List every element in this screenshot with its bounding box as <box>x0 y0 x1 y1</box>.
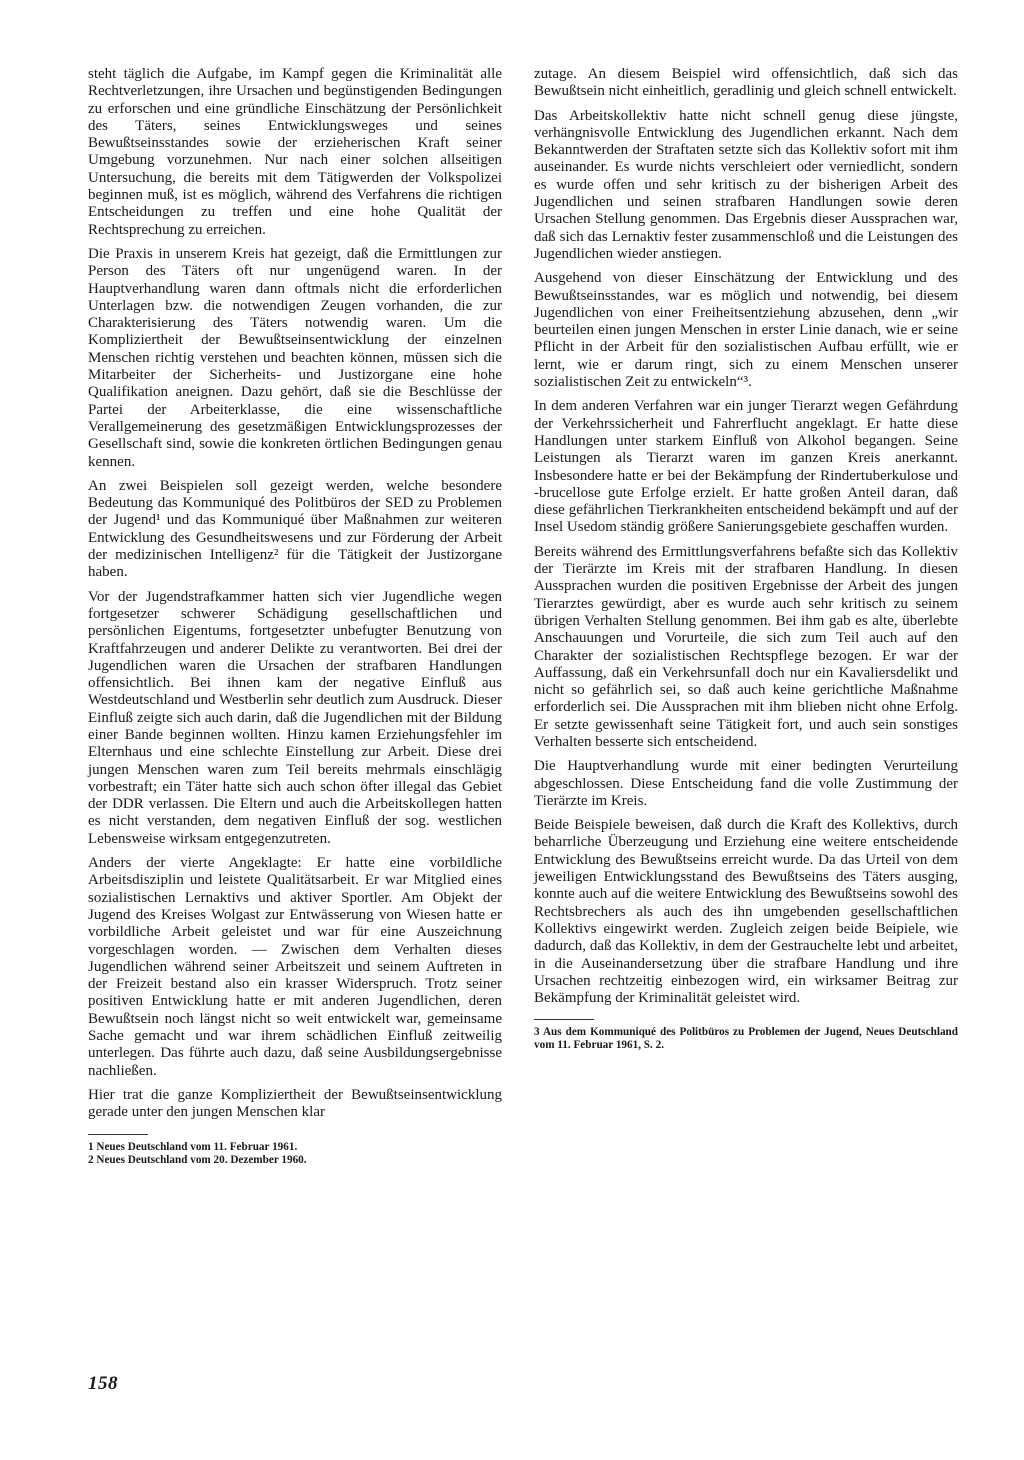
body-paragraph: zutage. An diesem Beispiel wird offensichtlich, daß sich das Bewußtsein nicht einheitlich, geradlinig und gleich schnell entwickelt. <box>534 66 958 100</box>
footnote: 1 Neues Deutschland vom 11. Februar 1961. <box>88 1140 298 1153</box>
body-paragraph: Anders der vierte Angeklagte: Er hatte eine vorbildliche Arbeitsdisziplin und leistete Qualitätsarbeit. Er war Mitglied eines sozialistischen Lernaktivs und aktiver Sportler. Am Objekt der Jugend des Kreises Wolgast zur Entwässerung von Wiesen hatte er vorbildliche Arbeit geleistet und war für eine Auszeichnung vorgeschlagen worden. — Zwischen dem Verhalten dieses Jugendlichen während seiner Arbeitszeit und seinem Auftreten in der Freizeit bestand also ein krasser Widerspruch. Trotz seiner positiven Entwicklung hatte er mit anderen Jugendlichen, deren Bewußtsein noch längst nicht so weit entwickelt war, gemeinsame Sache gemacht und war ihrem schädlichen Einfluß zeitweilig unterlegen. Das führte auch dazu, daß seine Ausbildungsergebnisse nachließen. <box>88 855 502 1079</box>
page-number: 158 <box>88 1373 118 1394</box>
footnote-divider <box>534 1019 594 1020</box>
body-paragraph: Beide Beispiele beweisen, daß durch die Kraft des Kollektivs, durch beharrliche Überzeugung und Erziehung eine weitere entscheidende Entwicklung des Bewußtseins erreicht wurde. Da das Urteil von dem jeweiligen Entwicklungsstand des Bewußtseins des Täters ausging, konnte auch auf die weitere Entwicklung des Bewußtseins sowohl des Rechtsbrechers als auch des ihn umgebenden gesellschaftlichen Kollektivs eingewirkt werden. Zugleich zeigen beide Beipiele, wie dadurch, daß das Kollektiv, in dem der Gestrauchelte lebt und arbeitet, in die Auseinandersetzung über die strafbare Handlung und ihre Ursachen rechtzeitig einbezogen wird, ein wirksamer Beitrag zur Bekämpfung der Kriminalität geleistet wird. <box>534 817 958 1007</box>
body-paragraph: Bereits während des Ermittlungsverfahrens befaßte sich das Kollektiv der Tierärzte im Kreis mit der strafbaren Handlung. In diesen Aussprachen wurden die positiven Ergebnisse der Arbeit des jungen Tierarztes gewürdigt, aber es wurde auch sehr kritisch zu seinem übrigen Verhalten Stellung genommen. Bei ihm gab es alte, überlebte Anschauungen und Vorurteile, die sich zum Teil auch auf den Charakter der sozialistischen Rechtspflege bezogen. Er war der Auffassung, daß ein Verkehrsunfall doch nur ein Kavaliersdelikt und nicht so gefährlich sei, so daß auch keine gerichtliche Maßnahme erforderlich sei. Die Aussprachen mit ihm blieben nicht ohne Erfolg. Er setzte gewissenhaft seine Tätigkeit fort, und auch sein sonstiges Verhalten besserte sich entscheidend. <box>534 543 958 750</box>
footnote: 2 Neues Deutschland vom 20. Dezember 1960. <box>88 1153 307 1166</box>
body-paragraph: Das Arbeitskollektiv hatte nicht schnell genug diese jüngste, verhängnisvolle Entwicklung des Jugendlichen erkannt. Nach dem Bekanntwerden der Straftaten setzte sich das Kollektiv sofort mit ihm auseinander. Es wurde nichts verschleiert oder verniedlicht, sondern es wurde offen und sehr kritisch zu der bisherigen Arbeit des Jugendlichen und seinen strafbaren Handlungen sowie deren Ursachen Stellung genommen. Das Ergebnis dieser Aussprachen war, daß sich das Lernaktiv fester zusammenschloß und die Leistungen des Jugendlichen wieder anstiegen. <box>534 107 958 262</box>
body-paragraph: Die Praxis in unserem Kreis hat gezeigt, daß die Ermittlungen zur Person des Täters oft nur ungenügend waren. In der Hauptverhandlung waren dann oftmals nicht die erforderlichen Unterlagen bzw. die notwendigen Zeugen vorhanden, die zur Charakterisierung des Täters notwendig waren. Um die Kompliziertheit der Bewußtseinsentwicklung der einzelnen Menschen richtig verstehen und beachten können, müssen sich die Mitarbeiter der Sicherheits- und Justizorgane eine hohe Qualifikation aneignen. Dazu gehört, daß sie die Beschlüsse der Partei der Arbeiterklasse, die eine wissenschaftliche Verallgemeinerung des gesetzmäßigen Entwicklungsprozesses der Gesellschaft sind, sowie die konkreten örtlichen Bedingungen genau kennen. <box>88 245 502 470</box>
right-column <box>534 66 958 1052</box>
body-paragraph: Vor der Jugendstrafkammer hatten sich vier Jugendliche wegen fortgesetzer schwerer Schädigung gesellschaftlichen und persönlichen Eigentums, fortgesetzter unbefugter Benutzung von Kraftfahrzeugen und anderer Delikte zu verantworten. Bei drei der Jugendlichen waren die Ursachen der strafbaren Handlungen offensichtlich. Bei ihnen kam der negative Einfluß aus Westdeutschland und Westberlin sehr deutlich zum Ausdruck. Dieser Einfluß zeigte sich auch darin, daß die Jugendlichen mit der Bildung einer Bande beginnen wollten. Hinzu kamen Erziehungsfehler im Elternhaus und eine schlechte Einstellung zur Arbeit. Diese drei jungen Menschen waren zum Teil bereits mehrmals einschlägig vorbestraft; ein Täter hatte sich auch schon öfter illegal das Gebiet der DDR verlassen. Die Eltern und auch die Arbeitskollegen hatten es nicht verstanden, dem negativen Einfluß der sog. westlichen Lebensweise wirksam entgegenzutreten. <box>88 588 502 847</box>
body-paragraph: An zwei Beispielen soll gezeigt werden, welche besondere Bedeutung das Kommuniqué des Politbüros der SED zu Problemen der Jugend¹ und das Kommuniqué über Maßnahmen zur weiteren Entwicklung des Gesundheitswesens und zur Förderung der Arbeit der medizinischen Intelligenz² für die Tätigkeit der Justizorgane haben. <box>88 477 502 581</box>
body-paragraph: steht täglich die Aufgabe, im Kampf gegen die Kriminalität alle Rechtverletzungen, ihre Ursachen und begünstigenden Bedingungen zu erforschen und eine gründliche Einschätzung der Persönlichkeit des Täters, seines Entwicklungsweges und seines Bewußtseinsstandes sowie der erzieherischen Kraft seiner Umgebung vorzunehmen. Nur nach einer solchen allseitigen Untersuchung, die bereits mit dem Tätigwerden der Volkspolizei beginnen muß, ist es möglich, während des Verfahrens die richtigen Entscheidungen zu treffen und eine hohe Qualität der Rechtsprechung zu erreichen. <box>88 66 502 238</box>
footnote-divider <box>88 1134 148 1135</box>
footnote: 3 Aus dem Kommuniqué des Politbüros zu Problemen der Jugend, Neues Deutschland vom 11. Februar 1961, S. 2. <box>534 1026 958 1052</box>
left-column <box>88 66 502 1167</box>
body-paragraph: Die Hauptverhandlung wurde mit einer bedingten Verurteilung abgeschlossen. Diese Entscheidung fand die volle Zustimmung der Tierärzte im Kreis. <box>534 758 958 809</box>
body-paragraph: In dem anderen Verfahren war ein junger Tierarzt wegen Gefährdung der Verkehrssicherheit und Fahrerflucht angeklagt. Er hatte diese Handlungen unter starkem Einfluß von Alkohol begangen. Seine Leistungen als Tierarzt waren im ganzen Kreis anerkannt. Insbesondere hatte er bei der Bekämpfung der Rindertuberkulose und -brucellose gute Erfolge erzielt. Er hatte großen Anteil daran, daß diese gefährlichen Tierkrankheiten entscheidend bekämpft und auf der Insel Usedom ständig größere Sanierungsgebiete geschaffen wurden. <box>534 398 958 536</box>
body-paragraph: Ausgehend von dieser Einschätzung der Entwicklung und des Bewußtseinsstandes, war es möglich und notwendig, bei diesem Jugendlichen von einer Freiheitsentziehung abzusehen, denn „wir beurteilen einen jungen Menschen in erster Linie danach, wie er seine Pflicht in der Arbeit für den sozialistischen Aufbau erfüllt, wie er lernt, wie er darum ringt, sich zu einem Menschen unserer sozialistischen Zeit zu entwickeln“³. <box>534 270 958 391</box>
body-paragraph: Hier trat die ganze Kompliziertheit der Bewußtseinsentwicklung gerade unter den jungen Menschen klar <box>88 1086 502 1121</box>
